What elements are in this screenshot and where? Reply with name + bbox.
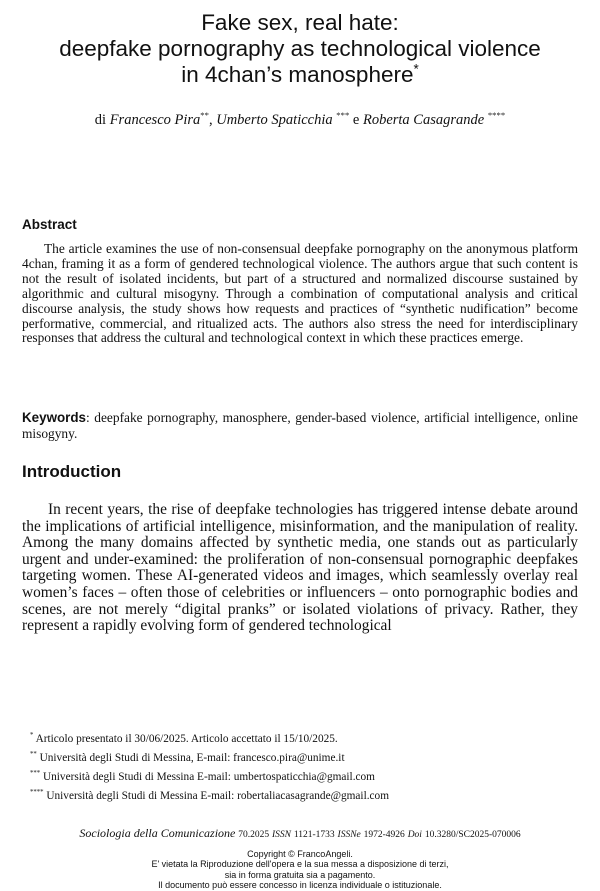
footnote xyxy=(30,752,590,771)
author-separator-2: e xyxy=(352,112,360,128)
footnote-text: Università degli Studi di Messina E-mail: robertaliacasagrande@gmail.com xyxy=(46,790,389,802)
copyright-line-4: Il documento può essere concesso in licenza individuale o istituzionale. xyxy=(158,880,442,891)
article-title xyxy=(0,10,600,88)
abstract-heading: Abstract xyxy=(22,217,77,232)
copyright-line-3: sia in forma gratuita sia a pagamento. xyxy=(224,869,376,880)
footnote-mark: *** xyxy=(30,770,41,778)
journal-name: Sociologia della Comunicazione xyxy=(79,826,236,840)
title-line-3 xyxy=(0,62,600,88)
copyright-line-1: Copyright © FrancoAngeli. xyxy=(247,849,353,859)
footnote-text: Articolo presentato il 30/06/2025. Articolo accettato il 15/10/2025. xyxy=(35,733,338,745)
journal-issue: 70.2025 xyxy=(238,830,270,840)
author-line xyxy=(0,112,600,129)
introduction-text: In recent years, the rise of deepfake technologies has triggered intense debate around the implications of artificial intelligence, misinformation, and the manipulation of reality. Among the many domains affected by synthetic media, one stands out as particularly urgent and under-examined: the proliferation of non-consensual pornographic deepfakes targeting women. These AI-generated videos and images, which seamlessly overlay real women’s faces – often those of celebrities or influencers – onto pornographic bodies and scenes, are not merely “digital pranks” or isolated violations of privacy. Rather, they represent a rapidly evolving form of gendered technological xyxy=(22,501,578,635)
keywords-label: Keywords xyxy=(22,410,86,425)
journal-citation xyxy=(0,826,600,841)
keywords-paragraph xyxy=(22,410,578,441)
doi-label: Doi xyxy=(407,830,422,840)
title-line-3-text: in 4chan’s manosphere xyxy=(181,62,414,87)
issn-value: 1121-1733 xyxy=(293,830,335,840)
author-2-mark: *** xyxy=(336,110,350,121)
introduction-heading: Introduction xyxy=(22,462,122,481)
author-1-mark: ** xyxy=(200,110,209,121)
footnote-text: Università degli Studi di Messina E-mail: umbertospaticchia@gmail.com xyxy=(42,771,375,783)
footnote xyxy=(30,790,590,809)
author-1-name: Francesco Pira xyxy=(109,112,201,128)
copyright-line-2: E' vietata la Riproduzione dell'opera e la sua messa a disposizione di terzi, xyxy=(151,859,449,870)
issn-label: ISSN xyxy=(271,830,291,840)
keywords-text: : deepfake pornography, manosphere, gender-based violence, artificial intelligence, online misogyny. xyxy=(22,410,578,441)
copyright-notice xyxy=(0,849,600,891)
footnote-text: Università degli Studi di Messina, E-mail: francesco.pira@unime.it xyxy=(39,752,345,764)
issne-value: 1972-4926 xyxy=(363,830,405,840)
author-3-mark: **** xyxy=(487,110,506,121)
author-2-name: Umberto Spaticchia xyxy=(216,112,333,128)
author-3-name: Roberta Casagrande xyxy=(362,112,485,128)
footnotes xyxy=(30,733,590,809)
footnote-mark: **** xyxy=(30,789,44,797)
issne-label: ISSNe xyxy=(337,830,361,840)
author-separator-1: , xyxy=(208,112,213,128)
doi-value: 10.3280/SC2025-070006 xyxy=(424,830,521,840)
author-prefix: di xyxy=(94,112,107,128)
title-line-1: Fake sex, real hate: xyxy=(201,10,399,35)
footnote xyxy=(30,733,590,752)
abstract-text: The article examines the use of non-consensual deepfake pornography on the anonymous platform 4chan, framing it as a form of gendered technological violence. The authors argue that such content is not the result of isolated incidents, but part of a structured and normalized discourse sustained by algorithmic and cultural misogyny. Through a combination of computational analysis and critical discourse analysis, the study shows how requests and practices of “synthetic nudification” become performative, commercial, and ritualized acts. The authors also stress the need for interdisciplinary responses that address the cultural and technological context in which these practices emerge. xyxy=(22,241,578,346)
footnote-mark: * xyxy=(30,732,34,740)
title-line-2: deepfake pornography as technological violence xyxy=(59,36,541,61)
footnote xyxy=(30,771,590,790)
title-footnote-mark: * xyxy=(413,61,419,77)
footnote-mark: ** xyxy=(30,751,37,759)
